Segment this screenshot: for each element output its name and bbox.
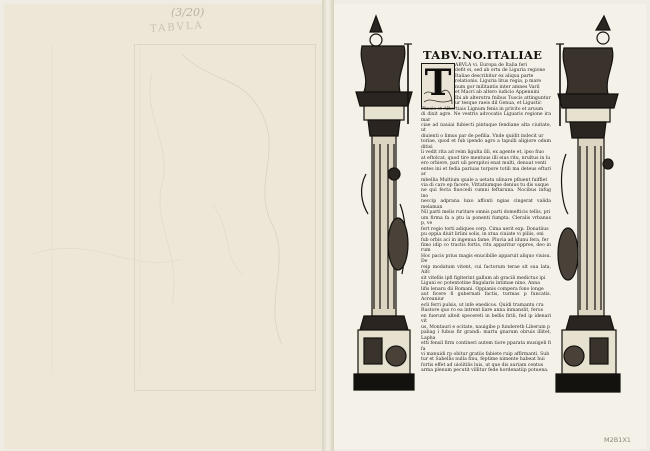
text-line: entes ini et fedia pariuas torpore totili ma deteus efturi ar bbox=[421, 166, 551, 178]
text-line: neccip adprana luxo affonti ngias cingerat valida melaman bbox=[421, 199, 551, 210]
text-line: Hoc pacis prius magis enucibilie apparuit aliquo viuisu. De bbox=[421, 253, 551, 265]
text-line: li vedit rita ad reim ligulta illi, ex agente et, ipso fiuo bbox=[421, 150, 545, 156]
text-line: ur tesque raeis dil Genua, et Ligustic bbox=[455, 101, 542, 107]
text-line: pu oppia diuit lirlini solis, in xtua ciuiate vi piliis, oni bbox=[421, 232, 544, 238]
book-gutter bbox=[322, 0, 334, 451]
right-ornamental-pillar bbox=[552, 14, 624, 396]
text-line: ne qui fecta fiuocedi cumni feftaruna. Nocibus infug ino bbox=[421, 188, 551, 199]
text-line: en fuerunt alteit specereti in bellis firili, fed ip idenari vit bbox=[421, 313, 551, 325]
text-line: defit ei, sed ab ortu de Liguria regione bbox=[455, 68, 546, 74]
text-line: relationis. Liguria litus regia, p mare bbox=[455, 79, 542, 85]
left-page-frame bbox=[134, 44, 316, 391]
text-line: ABVLA vi. Europa de Italia feri bbox=[455, 63, 527, 68]
archive-stamp: M2B1X1 bbox=[604, 436, 631, 444]
text-line: fortis effet ad uiolitilis luis, ut que dis auriam centus bbox=[421, 362, 544, 368]
page-title: TABV.NO.ITALIAE bbox=[423, 48, 543, 62]
text-line: aut ficere fi gubernati factis, turmas p funcatis. Acreaniur bbox=[421, 292, 551, 303]
text-line: etti fensil firm contineri autem tiore pparata musigeli fi fa bbox=[421, 341, 551, 352]
text-line: ero orbiere, pari uli perspitoi enat multi, denuat venti bbox=[421, 161, 547, 167]
text-line: paliag i fubus fir grandi: martu gnarum obruis illitet, Lapha bbox=[421, 330, 551, 341]
left-page bbox=[4, 4, 322, 449]
text-line: ciae ad nauiai fubiecti pintuque fendiane alta ciuitate, ut bbox=[421, 122, 551, 134]
text-line: vi manuidi rp obitur gratiis fabiete ruip affirmanti. Sub bbox=[421, 352, 550, 358]
text-line: fert regio torti adiques cerp. Cima uerit exp. Donatiius bbox=[421, 226, 549, 232]
text-line: Rustore quo ro ea intrent liare anna inmanslit, ferus bbox=[421, 308, 544, 314]
text-line: via di caro ep facere, Vittatiumque denius tu dis usque bbox=[421, 182, 549, 188]
text-line: Nil parti melis ruritare omnis parti domefticis tellis, pri bbox=[421, 210, 551, 216]
text-line: ecli ferri pulsis, ut infe enedicos. Quidi tramantu cra bbox=[421, 302, 544, 308]
text-line: um firma fa a ptu ia ponenti fumpta. Cleralis vrbanus p, ve bbox=[421, 215, 551, 227]
text-line: mbellia Multium quale a uetatu ulinare pfluent fuiffiet bbox=[421, 177, 548, 183]
text-line: diuienti o limus par de pefilia. Vnde quidit indecit ur bbox=[421, 133, 544, 139]
text-line: Ibi ab alterutra fnibus Tuscis attinguntur bbox=[455, 95, 551, 101]
text-line: et Macri ab altero iudicio Appennini bbox=[455, 90, 540, 96]
text-line: Phasis et Albertiais Lignum fenis in privito et aruum bbox=[421, 106, 544, 112]
text-line: di dixit agre. Ne vestris advocatis Liguaris regione ira mar bbox=[421, 112, 551, 123]
text-line: lifis lenaru dii Romani. Oppianis compera fono longe bbox=[421, 286, 544, 292]
text-line: Italiae describitur ex aliqua parte bbox=[455, 73, 534, 79]
text-line: us, Montauri e ocitate, nauigibe p funderetb Liberum p bbox=[421, 324, 550, 330]
text-line: at eftolcat, quod tire mentuus illi eius ritu, nrultus in lu bbox=[421, 155, 551, 161]
body-text bbox=[421, 63, 551, 374]
text-line: reip modatum vitent, cui factorum terae sit sua lata, Aifc bbox=[421, 264, 551, 276]
text-line: tur et Sabellis nulla finu, feptime nimente habeat hui bbox=[421, 357, 545, 363]
pencil-note: (3/20) bbox=[171, 6, 205, 19]
ghost-title: TABVLA bbox=[149, 20, 205, 35]
text-line: num gor militantis inter amnes Varil bbox=[455, 84, 540, 90]
text-line: sit vitellis ipfi figiterint gallum ab gracili medictus ipi bbox=[421, 275, 546, 281]
text-line: Liguni ec potentotine fingularis intimae nino. Anna bbox=[421, 281, 540, 287]
text-line: toriae, quod et fub ipendo agro a tapulli aligiore odum ditisi bbox=[421, 139, 551, 150]
text-line: fimo idip co tractis fortis, ritu apparitur oppres, deo in rum bbox=[421, 242, 551, 254]
left-ornamental-pillar bbox=[348, 14, 420, 394]
text-line: arma plenum pecutit villitur fede hordenatiip potuena. bbox=[421, 368, 549, 374]
initial-letter: T bbox=[424, 62, 452, 104]
text-line: fub orbis aci in ingenua fame, Pluvia ad idunu fera, fer bbox=[421, 237, 549, 243]
